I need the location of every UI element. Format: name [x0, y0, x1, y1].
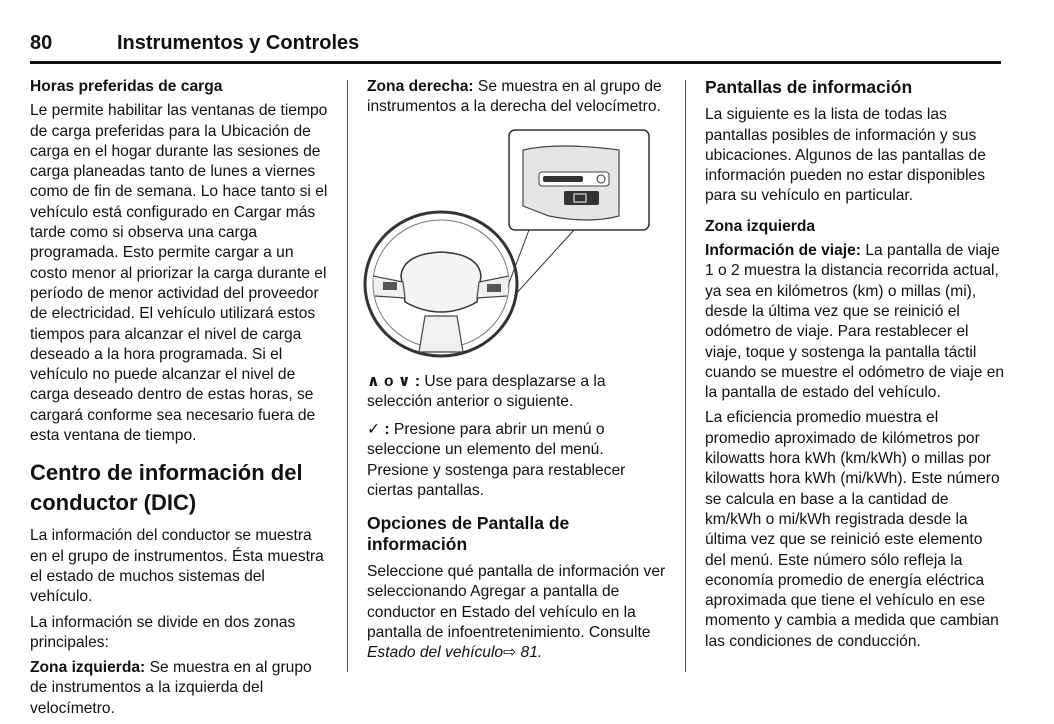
- paragraph-pantallas: La siguiente es la lista de todas las pantallas posibles de información y sus ubicaciones. Algunos de las pantallas de información pueden no estar disponibles para su vehículo en particular.: [705, 106, 986, 205]
- column-middle: [367, 77, 667, 668]
- paragraph-scroll-controls: [367, 372, 667, 413]
- arrow-ref-icon: ⇨: [503, 644, 517, 662]
- paragraph-zona-derecha: [367, 77, 667, 118]
- heading-horas-preferidas: Horas preferidas de carga: [30, 78, 223, 95]
- select-button-zoom: [564, 191, 599, 205]
- right-switch-detail: [487, 284, 501, 292]
- paragraph-informacion-viaje: [705, 241, 1005, 403]
- paragraph-dic-2: La información se divide en dos zonas principales:: [30, 613, 296, 651]
- paragraph-opciones: [367, 562, 667, 663]
- callout-leader-2: [514, 230, 574, 296]
- cross-reference-link[interactable]: Estado del vehículo: [367, 644, 504, 662]
- zona-izquierda-label: Zona izquierda:: [30, 659, 146, 677]
- zona-izquierda-text: Se muestra en al grupo de instrumentos a la izquierda del velocímetro.: [30, 659, 312, 717]
- cross-reference-page: 81.: [516, 644, 543, 662]
- paragraph-dic-1: La información del conductor se muestra en el grupo de instrumentos. Ésta muestra el estado de muchos sistemas del vehículo.: [30, 527, 324, 606]
- page-header: [30, 30, 1002, 64]
- header-rule: [30, 61, 1001, 64]
- heading-zona-izquierda: Zona izquierda: [705, 217, 816, 235]
- heading-dic: Centro de información del conductor (DIC): [30, 460, 303, 516]
- page-number: 80: [30, 32, 53, 54]
- scroll-wheel-bar: [543, 176, 583, 182]
- scroll-controls-text: Use para desplazarse a la selección anterior o siguiente.: [367, 372, 606, 410]
- zona-derecha-text: Se muestra en al grupo de instrumentos a la derecha del velocímetro.: [367, 78, 662, 116]
- select-control-text: Presione para abrir un menú o seleccione un elemento del menú. Presione y sostenga para restablecer ciertas pantallas.: [367, 421, 626, 500]
- left-switch-detail: [383, 282, 397, 290]
- chapter-title: Instrumentos y Controles: [117, 32, 360, 54]
- steering-wheel-illustration: [359, 126, 659, 362]
- paragraph-zona-izquierda: [30, 658, 330, 719]
- paragraph-eficiencia: La eficiencia promedio muestra el promedio aproximado de kilómetros por kilowatts hora kWh (km/kWh) o millas por kilowatts hora kWh (mi/kWh). Este número se calcula en base a la cantidad de km/kWh o mi/kWh registrada desde la última vez que se reinició este elemento del menú. Este número sólo refleja la economía promedio de energía eléctrica aproximada que tiene el vehículo en ese momento y cambia a medida que cambian las condiciones de conducción.: [705, 409, 1000, 650]
- column-right: [705, 77, 1005, 657]
- heading-pantallas: Pantallas de información: [705, 77, 913, 97]
- viaje-text: La pantalla de viaje 1 o 2 muestra la distancia recorrida actual, ya sea en kilómetros (km) o millas (mi), desde la última vez que se reinició el odómetro de viaje. Para restablecer el viaje, toque y sostenga la pantalla táctil cuando se muestre el odómetro de viaje en la pantalla de estado del vehículo.: [705, 242, 1005, 402]
- heading-opciones: Opciones de Pantalla de información: [367, 513, 570, 554]
- opciones-text: Seleccione qué pantalla de información ver seleccionando Agregar a pantalla de conductor en Estado del vehículo en la pantalla de infoentretenimiento. Consulte: [367, 562, 666, 641]
- check-icon: ✓ :: [367, 421, 390, 439]
- wheel-hub: [401, 252, 481, 312]
- paragraph-select-control: [367, 420, 667, 501]
- column-left: [30, 77, 330, 724]
- steering-wheel-figure: [359, 126, 659, 362]
- scroll-up-down-icons: ∧ o ∨ :: [367, 372, 421, 390]
- viaje-label: Información de viaje:: [705, 242, 861, 260]
- column-divider-1: [347, 80, 348, 672]
- column-divider-2: [685, 80, 686, 672]
- zona-derecha-label: Zona derecha:: [367, 78, 474, 95]
- paragraph-horas: Le permite habilitar las ventanas de tiempo de carga preferidas para la Ubicación de carga en el hogar durante las sesiones de carga planeadas tanto de lunes a viernes como de fin de semana. Lo hace tanto si el vehículo está configurado en Cargar más tarde como si observa una carga programada. Esto permite cargar a un costo menor al priorizar la carga durante el período de menor actividad del proveedor de electricidad. El vehículo utilizará estos tiempos para alcanzar el nivel de carga deseado a la hora programada. Si el vehículo no puede alcanzar el nivel de carga deseado dentro de estas horas, se cargará conforme sea necesario fuera de esta ventana de tiempo.: [30, 102, 328, 445]
- wheel-spoke-bottom: [419, 316, 463, 352]
